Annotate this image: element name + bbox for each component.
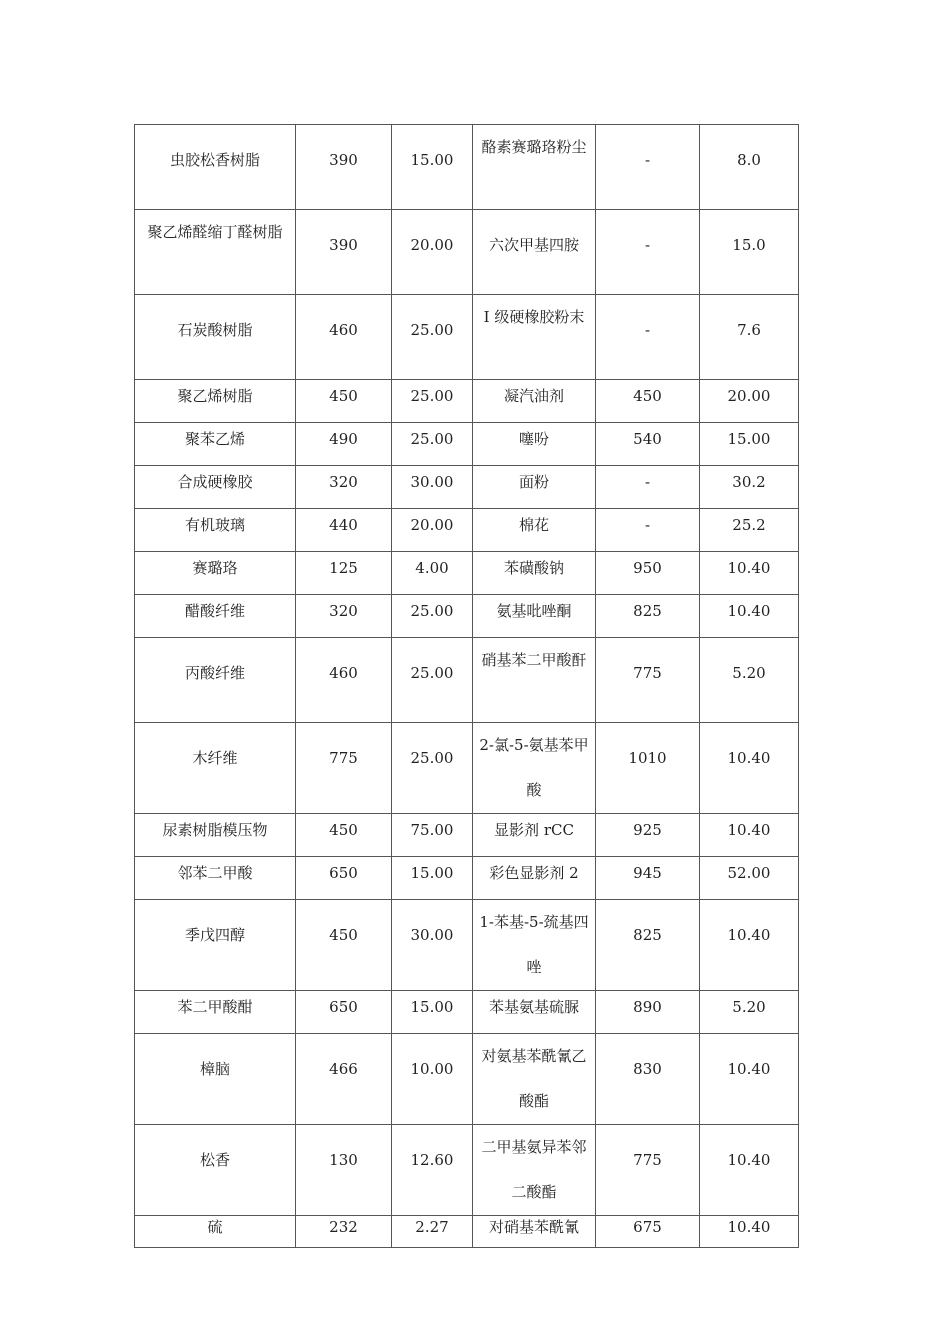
value-cell: 460 xyxy=(296,295,392,380)
substance-name-cell: 石炭酸树脂 xyxy=(135,295,296,380)
value-cell: 830 xyxy=(596,1034,700,1125)
value-cell: 10.40 xyxy=(700,814,799,857)
value-cell: 30.2 xyxy=(700,466,799,509)
value-cell: 25.00 xyxy=(392,595,473,638)
value-cell: 10.40 xyxy=(700,1216,799,1248)
substance-name-cell: 苯磺酸钠 xyxy=(473,552,596,595)
table-row xyxy=(135,900,799,991)
value-cell: 650 xyxy=(296,991,392,1034)
substance-name-cell: 木纤维 xyxy=(135,723,296,814)
value-cell: 75.00 xyxy=(392,814,473,857)
value-cell: 440 xyxy=(296,509,392,552)
substance-name-cell: 六次甲基四胺 xyxy=(473,210,596,295)
substance-name-cell: 二甲基氨异苯邻二酸酯 xyxy=(473,1125,596,1216)
value-cell: 890 xyxy=(596,991,700,1034)
value-cell: - xyxy=(596,295,700,380)
substance-name-cell: 聚苯乙烯 xyxy=(135,423,296,466)
value-cell: 10.40 xyxy=(700,1034,799,1125)
value-cell: 20.00 xyxy=(392,509,473,552)
value-cell: 15.00 xyxy=(392,857,473,900)
value-cell: 130 xyxy=(296,1125,392,1216)
value-cell: 15.00 xyxy=(392,991,473,1034)
value-cell: 25.00 xyxy=(392,638,473,723)
value-cell: - xyxy=(596,466,700,509)
value-cell: - xyxy=(596,509,700,552)
value-cell: 10.40 xyxy=(700,900,799,991)
value-cell: 20.00 xyxy=(700,380,799,423)
value-cell: 466 xyxy=(296,1034,392,1125)
substance-name-cell: 虫胶松香树脂 xyxy=(135,125,296,210)
substance-name-cell: 面粉 xyxy=(473,466,596,509)
substance-name-cell: 赛璐珞 xyxy=(135,552,296,595)
substance-name-cell: 聚乙烯树脂 xyxy=(135,380,296,423)
table-body xyxy=(135,125,799,1248)
substance-name-cell: 1-苯基-5-巯基四唑 xyxy=(473,900,596,991)
substance-name-cell: 酪素赛璐珞粉尘 xyxy=(473,125,596,210)
table-row xyxy=(135,125,799,210)
substance-name-cell: 2-氯-5-氨基苯甲酸 xyxy=(473,723,596,814)
value-cell: 125 xyxy=(296,552,392,595)
value-cell: 675 xyxy=(596,1216,700,1248)
value-cell: 4.00 xyxy=(392,552,473,595)
substance-name-cell: 有机玻璃 xyxy=(135,509,296,552)
substance-name-cell: 邻苯二甲酸 xyxy=(135,857,296,900)
value-cell: 25.00 xyxy=(392,423,473,466)
value-cell: 825 xyxy=(596,595,700,638)
substance-name-cell: 合成硬橡胶 xyxy=(135,466,296,509)
value-cell: 775 xyxy=(596,638,700,723)
value-cell: 20.00 xyxy=(392,210,473,295)
substance-name-cell: 凝汽油剂 xyxy=(473,380,596,423)
substance-name-cell: 苯二甲酸酣 xyxy=(135,991,296,1034)
table-row xyxy=(135,509,799,552)
value-cell: 925 xyxy=(596,814,700,857)
table-row xyxy=(135,552,799,595)
table-row xyxy=(135,814,799,857)
substance-name-cell: 尿素树脂模压物 xyxy=(135,814,296,857)
value-cell: 2.27 xyxy=(392,1216,473,1248)
value-cell: 450 xyxy=(596,380,700,423)
value-cell: 320 xyxy=(296,466,392,509)
value-cell: 320 xyxy=(296,595,392,638)
value-cell: 490 xyxy=(296,423,392,466)
table-row xyxy=(135,1125,799,1216)
substance-name-cell: 对硝基苯酰氰 xyxy=(473,1216,596,1248)
substance-name-cell: Ⅰ 级硬橡胶粉末 xyxy=(473,295,596,380)
value-cell: 10.40 xyxy=(700,723,799,814)
substance-name-cell: 噻吩 xyxy=(473,423,596,466)
value-cell: 650 xyxy=(296,857,392,900)
substance-name-cell: 显影剂 rCC xyxy=(473,814,596,857)
value-cell: 25.00 xyxy=(392,295,473,380)
substance-name-cell: 苯基氨基硫脲 xyxy=(473,991,596,1034)
value-cell: 950 xyxy=(596,552,700,595)
value-cell: 5.20 xyxy=(700,638,799,723)
value-cell: 775 xyxy=(296,723,392,814)
value-cell: 450 xyxy=(296,380,392,423)
value-cell: 10.40 xyxy=(700,1125,799,1216)
substance-name-cell: 彩色显影剂 2 xyxy=(473,857,596,900)
substance-name-cell: 硫 xyxy=(135,1216,296,1248)
value-cell: 15.00 xyxy=(700,423,799,466)
value-cell: 30.00 xyxy=(392,900,473,991)
table-row xyxy=(135,595,799,638)
value-cell: 25.00 xyxy=(392,380,473,423)
substance-name-cell: 氨基吡唑酮 xyxy=(473,595,596,638)
value-cell: 15.0 xyxy=(700,210,799,295)
substance-name-cell: 棉花 xyxy=(473,509,596,552)
value-cell: 450 xyxy=(296,900,392,991)
substance-name-cell: 樟脑 xyxy=(135,1034,296,1125)
value-cell: 825 xyxy=(596,900,700,991)
value-cell: 25.00 xyxy=(392,723,473,814)
value-cell: 8.0 xyxy=(700,125,799,210)
value-cell: 10.40 xyxy=(700,595,799,638)
substance-name-cell: 丙酸纤维 xyxy=(135,638,296,723)
value-cell: - xyxy=(596,125,700,210)
value-cell: 52.00 xyxy=(700,857,799,900)
value-cell: 25.2 xyxy=(700,509,799,552)
value-cell: 10.00 xyxy=(392,1034,473,1125)
value-cell: 10.40 xyxy=(700,552,799,595)
value-cell: 15.00 xyxy=(392,125,473,210)
value-cell: 7.6 xyxy=(700,295,799,380)
substance-name-cell: 硝基苯二甲酸酐 xyxy=(473,638,596,723)
table-row xyxy=(135,1034,799,1125)
value-cell: 390 xyxy=(296,125,392,210)
table-row xyxy=(135,723,799,814)
value-cell: 460 xyxy=(296,638,392,723)
table-row xyxy=(135,857,799,900)
table-row xyxy=(135,1216,799,1248)
table-row xyxy=(135,210,799,295)
value-cell: - xyxy=(596,210,700,295)
table-row xyxy=(135,380,799,423)
value-cell: 30.00 xyxy=(392,466,473,509)
table-row xyxy=(135,991,799,1034)
data-table xyxy=(134,124,799,1248)
value-cell: 945 xyxy=(596,857,700,900)
substance-name-cell: 醋酸纤维 xyxy=(135,595,296,638)
value-cell: 390 xyxy=(296,210,392,295)
substance-name-cell: 聚乙烯醛缩丁醛树脂 xyxy=(135,210,296,295)
substance-name-cell: 对氨基苯酰氰乙酸酯 xyxy=(473,1034,596,1125)
substance-name-cell: 松香 xyxy=(135,1125,296,1216)
value-cell: 1010 xyxy=(596,723,700,814)
value-cell: 12.60 xyxy=(392,1125,473,1216)
table-row xyxy=(135,295,799,380)
table-row xyxy=(135,423,799,466)
value-cell: 450 xyxy=(296,814,392,857)
value-cell: 232 xyxy=(296,1216,392,1248)
table-row xyxy=(135,466,799,509)
table-row xyxy=(135,638,799,723)
value-cell: 540 xyxy=(596,423,700,466)
value-cell: 5.20 xyxy=(700,991,799,1034)
value-cell: 775 xyxy=(596,1125,700,1216)
substance-name-cell: 季戊四醇 xyxy=(135,900,296,991)
